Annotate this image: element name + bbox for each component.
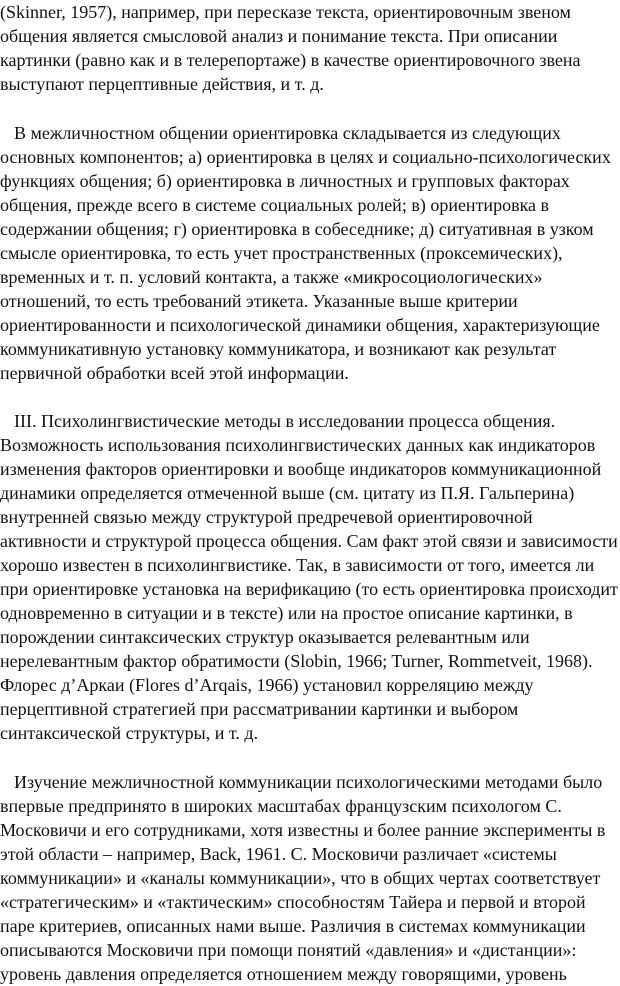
text-line: смысле ориентировка, то есть учет пространственных (проксемических),: [0, 243, 563, 263]
text-line: общения, прежде всего в системе социальных ролей; в) ориентировка в: [0, 195, 550, 215]
text-line: В межличностном общении ориентировка складывается из следующих: [14, 123, 561, 143]
text-line: временных и т. п. условий контакта, а также «микросоциологических»: [0, 267, 543, 287]
text-line: внутренней связью между структурой предречевой ориентировочной: [0, 507, 533, 527]
text-line: одновременно в ситуации и в тексте) или на простое описание картинки, в: [0, 603, 573, 623]
text-line: выступают перцептивные действия, и т. д.: [0, 74, 324, 94]
text-line: III. Психолингвистические методы в исследовании процесса общения.: [14, 411, 556, 431]
text-line: отношений, то есть требований этикета. Указанные выше критерии: [0, 291, 518, 311]
text-line: коммуникации» и «каналы коммуникации», что в общих чертах соответствует: [0, 868, 601, 888]
text-line: хорошо известен в психолингвистике. Так, в зависимости от того, имеется ли: [0, 555, 595, 575]
text-line: картинки (равно как и в телерепортаже) в качестве ориентировочного звена: [0, 50, 581, 70]
text-line: впервые предпринято в широких масштабах французским психологом С.: [0, 796, 562, 816]
text-line: ориентированности и психологической динамики общения, характеризующие: [0, 315, 600, 335]
text-line: описываются Московичи при помощи понятий «давления» и «дистанции»:: [0, 940, 577, 960]
text-line: Московичи и его сотрудниками, хотя известны и более ранние эксперименты в: [0, 820, 606, 840]
text-line: Флорес д’Аркаи (Flores d’Arqais, 1966) установил корреляцию между: [0, 675, 534, 695]
text-line: содержании общения; г) ориентировка в собеседнике; д) ситуативная в узком: [0, 219, 594, 239]
text-line: Возможность использования психолингвистических данных как индикаторов: [0, 435, 596, 455]
text-line: изменения факторов ориентировки и вообще индикаторов коммуникационной: [0, 459, 602, 479]
text-line: «стратегическим» и «тактическим» способностям Тайера и первой и второй: [0, 892, 586, 912]
text-line: паре критериев, описанных нами выше. Различия в системах коммуникации: [0, 916, 586, 936]
text-line: этой области – например, Back, 1961. С. Московичи различает «системы: [0, 844, 557, 864]
text-line: синтаксической структуры, и т. д.: [0, 723, 259, 743]
text-line: функциях общения; б) ориентировка в личностных и групповых факторах: [0, 171, 570, 191]
text-line: Изучение межличностной коммуникации психологическими методами было: [14, 772, 603, 792]
text-line: первичной обработки всей этой информации.: [0, 363, 349, 383]
text-line: перцептивной стратегией при рассматривании картинки и выбором: [0, 699, 519, 719]
text-line: коммуникативную установку коммуникатора, и возникают как результат: [0, 339, 557, 359]
text-line: (Skinner, 1957), например, при пересказе текста, ориентировочным звеном: [0, 2, 571, 22]
text-line: динамики определяется отмеченной выше (см. цитату из П.Я. Гальперина): [0, 483, 575, 503]
text-line: нерелевантным фактор обратимости (Slobin, 1966; Turner, Rommetveit, 1968).: [0, 651, 593, 671]
text-line: общения является смысловой анализ и понимание текста. При описании: [0, 26, 558, 46]
text-line: порождении синтаксических структур оказывается релевантным или: [0, 627, 530, 647]
text-line: основных компонентов; а) ориентировка в целях и социально-психологических: [0, 147, 611, 167]
text-line: активности и структурой процесса общения. Сам факт этой связи и зависимости: [0, 531, 618, 551]
text-line: уровень давления определяется отношением между говорящими, уровень: [0, 964, 567, 984]
text-line: при ориентировке установка на верификацию (то есть ориентировка происходит: [0, 579, 618, 599]
